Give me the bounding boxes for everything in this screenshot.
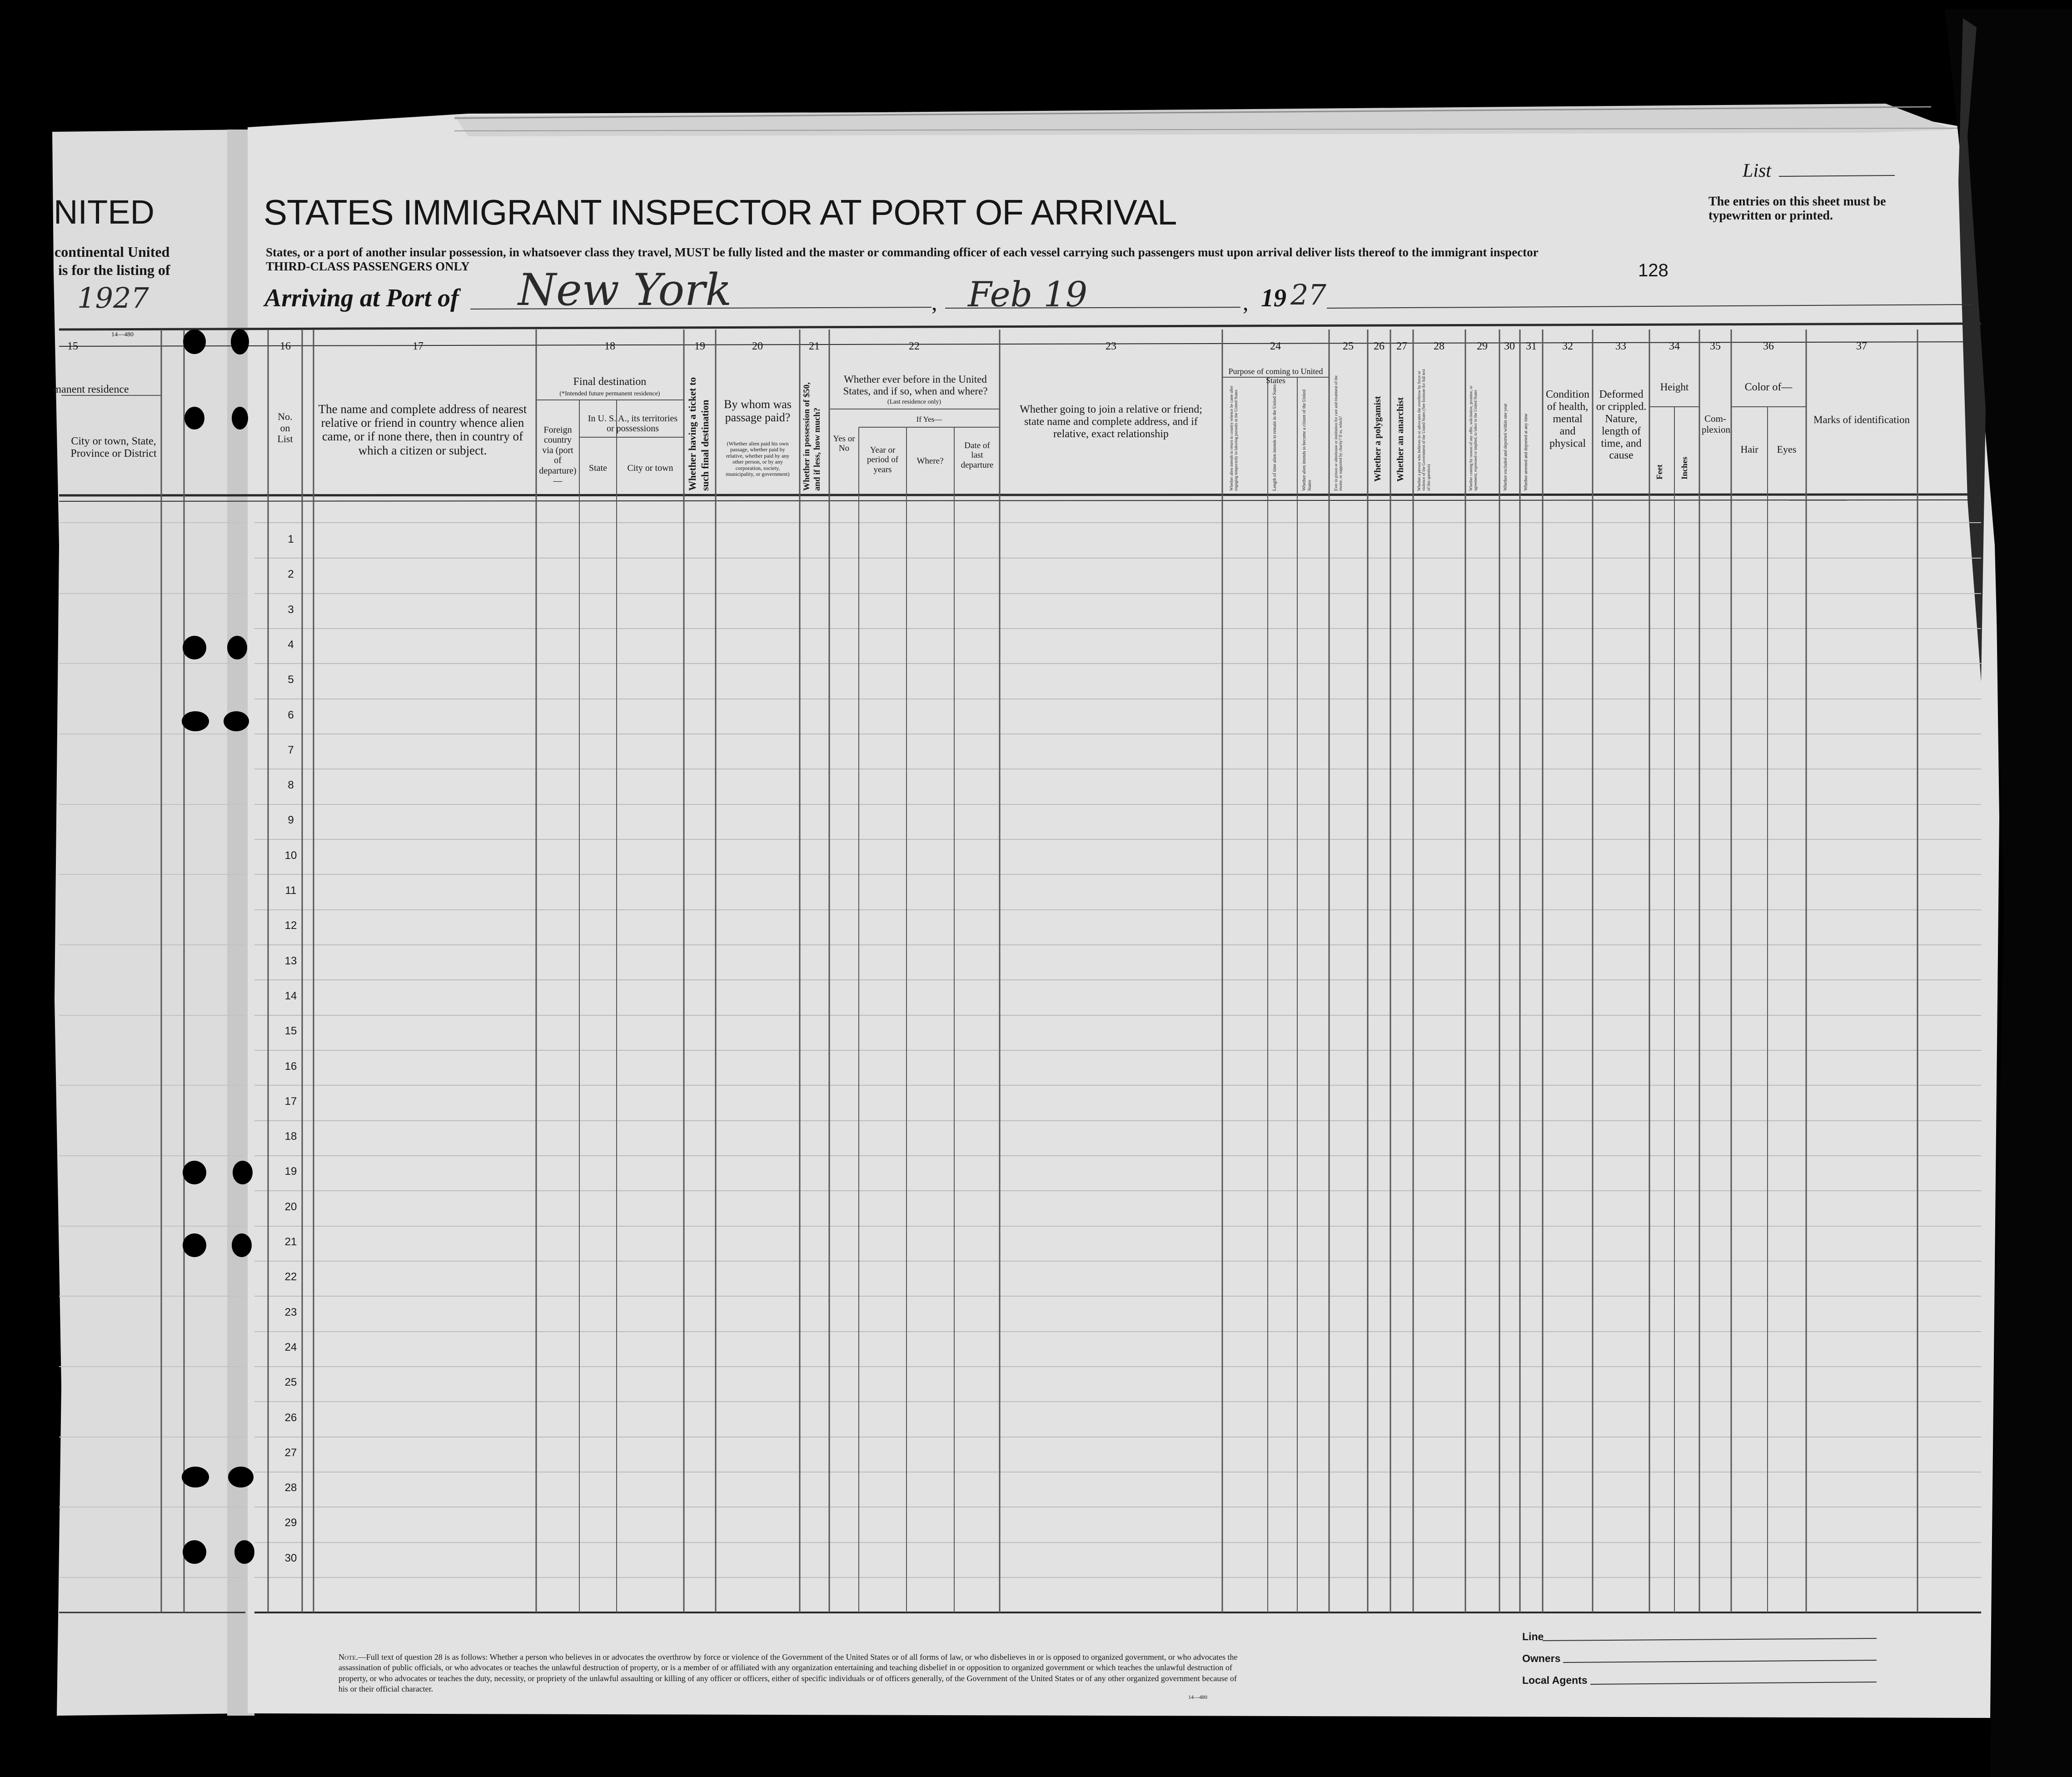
left-form-small: 14—480	[111, 331, 134, 338]
row-number: 21	[284, 1236, 297, 1248]
comma-2: ,	[1243, 290, 1249, 315]
col19-number: 19	[694, 340, 705, 352]
col18-sub-foreign: Foreign country via (port of departure)—	[539, 425, 577, 486]
left-line2-fragment: is for the listing of	[58, 262, 170, 278]
col20-number: 20	[752, 340, 763, 352]
col31-number: 31	[1526, 340, 1537, 352]
col24-sub-a: Whether alien intends to return to country whence he came after engaging temporarily in laboring pursuits in the United States	[1229, 385, 1239, 491]
col22-sub-where: Where?	[916, 456, 944, 466]
row-number: 9	[288, 814, 294, 827]
col34-number: 34	[1669, 340, 1680, 352]
col18-number: 18	[604, 340, 615, 352]
row-number: 18	[284, 1130, 297, 1143]
row-number: 17	[284, 1095, 297, 1108]
col22-note: (Last residence only)	[887, 399, 941, 405]
date-value[interactable]: Feb 19	[968, 274, 1088, 314]
col33-number: 33	[1615, 340, 1626, 352]
col20-header: By whom was passage paid?	[724, 398, 792, 424]
col17-header: The name and complete address of nearest relative or friend in country whence alien came, or if none there, then in country of which a citizen or subject.	[318, 402, 527, 457]
col24-header: Purpose of coming to United States	[1228, 367, 1323, 385]
col22-number: 22	[909, 340, 920, 352]
row-number: 2	[288, 568, 294, 581]
footer-form-number: 14—480	[1188, 1694, 1207, 1700]
row-number: 22	[284, 1271, 297, 1283]
arriving-label: Arriving at Port of	[264, 284, 459, 312]
row-number: 23	[284, 1306, 297, 1318]
col37-number: 37	[1856, 340, 1867, 352]
col22-header: Whether ever before in the United States, and if so, when and where?	[843, 374, 988, 397]
row-number: 12	[284, 919, 297, 932]
footer-note	[339, 1652, 1247, 1695]
list-label: List	[1743, 160, 1772, 181]
right-page-paper	[248, 109, 1999, 1718]
col26-header: Whether a polygamist	[1373, 396, 1383, 482]
footer-owners-label: Owners	[1522, 1652, 1561, 1664]
col35-number: 35	[1710, 340, 1721, 352]
row-number: 29	[284, 1517, 297, 1529]
footer-note-label: Note.	[339, 1652, 358, 1662]
left-line1-fragment: continental United	[55, 244, 170, 260]
row-number: 27	[284, 1446, 297, 1459]
row-number: 24	[284, 1341, 297, 1353]
row-number: 15	[284, 1025, 297, 1038]
row-number: 7	[288, 744, 294, 756]
row-number: 11	[285, 884, 297, 897]
row-number: 13	[284, 954, 297, 967]
port-value[interactable]: New York	[518, 265, 732, 315]
col24-number: 24	[1270, 340, 1281, 352]
col31-header: Whether arrested and deported at any time	[1524, 414, 1529, 491]
col22-if-yes: If Yes—	[916, 415, 942, 424]
col18-header: Final destination	[573, 376, 647, 388]
footer-line-label: Line	[1522, 1631, 1544, 1642]
col16-number: 16	[280, 340, 291, 352]
col21-number: 21	[809, 340, 820, 352]
col34-sub-feet: Feet	[1655, 464, 1664, 479]
footer-note-text: —Full text of question 28 is as follows: Whether a person who believes in or advocates the overthrow by force or violence of the Government of the United States or of all forms of law, or who disbelieves in or is opposed to organized government, or who advocates the assassination of public officials, or who advocates or teaches the unlawful destruction of property, or is a member of or affiliated with any organization entertaining and teaching disbelief in or opposition to organized government or which teaches the unlawful destruction of property, or who advocates or teaches the duty, necessity, or propriety of the unlawful assaulting or killing of any officer or officers, either of specific individuals or of officers generally, of the Government of the United States or of any other organized government because of his or their official character.	[339, 1652, 1238, 1694]
col37-header: Marks of identification	[1813, 414, 1910, 425]
col18-sub-city: City or town	[627, 463, 673, 473]
col32-number: 32	[1562, 340, 1573, 352]
row-number: 8	[288, 779, 294, 792]
col25-header: Ever in prison or almshouse or institution for care and treatment of the insane, or supported by charity? If so, which?	[1334, 375, 1343, 491]
col36-header: Color of—	[1744, 381, 1793, 393]
row-number: 4	[288, 638, 294, 651]
col23-number: 23	[1106, 340, 1116, 352]
form-title: STATES IMMIGRANT INSPECTOR AT PORT OF ARRIVAL	[264, 192, 1177, 232]
left-page-paper	[52, 130, 248, 1716]
col15-header-sub: City or town, State, Province or District	[70, 435, 157, 459]
col19-header: Whether having a ticket to such final destination	[687, 377, 711, 491]
row-number: 1	[288, 533, 294, 545]
col16-header: No. on List	[277, 411, 293, 445]
col22-sub-year: Year or period of years	[867, 445, 899, 474]
col20-note: (Whether alien paid his own passage, whether paid by relative, whether paid by any other person, or by any corporation, society, municipality, or government)	[726, 440, 790, 478]
row-number: 10	[284, 849, 297, 862]
row-number: 28	[284, 1482, 297, 1494]
col30-header: Whether excluded and deported within one year	[1503, 403, 1508, 491]
col34-header: Height	[1660, 381, 1689, 393]
row-number: 26	[284, 1411, 297, 1424]
sheet-instructions: The entries on this sheet must be typewritten or printed.	[1708, 195, 1886, 223]
sheet-number: 128	[1638, 260, 1669, 280]
col34-sub-inches: Inches	[1680, 456, 1689, 479]
col15-header-top: manent residence	[53, 384, 129, 395]
col29-number: 29	[1477, 340, 1488, 352]
footer-agents-label: Local Agents	[1522, 1674, 1588, 1686]
col24-sub-c: Whether alien intends to become a citizen of the United States	[1302, 389, 1312, 491]
comma-1: ,	[931, 290, 937, 315]
col27-number: 27	[1396, 340, 1407, 352]
col17-number: 17	[413, 340, 423, 352]
col18-sub-usa: In U. S. A., its territories or possessions	[588, 414, 678, 434]
col33-header: Deformed or crippled. Nature, length of time, and cause	[1596, 389, 1647, 462]
col36-sub-hair: Hair	[1740, 444, 1758, 455]
col22-sub-date: Date of last departure	[961, 441, 994, 470]
form-subtitle: States, or a port of another insular possession, in whatsoever class they travel, MUST be fully listed and the master or commanding officer of each vessel carrying such passengers must upon arrival deliver lists thereof to the immigrant inspector	[266, 245, 1539, 259]
row-number: 30	[284, 1552, 297, 1564]
col26-number: 26	[1374, 340, 1385, 352]
col28-header: Whether a person who believes in or advocates the overthrow by force or violence of the Government of the United States (See footnote for full text of this question)	[1417, 369, 1431, 491]
row-number: 16	[284, 1060, 297, 1073]
row-number: 14	[284, 989, 297, 1002]
row-number: 3	[288, 603, 294, 616]
col24-sub-b: Length of time alien intends to remain in the United States	[1272, 384, 1277, 491]
left-title-fragment: NITED	[54, 193, 154, 231]
col36-sub-eyes: Eyes	[1777, 444, 1797, 455]
col30-number: 30	[1504, 340, 1515, 352]
row-number: 6	[288, 709, 294, 721]
col18-note: (*Intended future permanent residence)	[559, 390, 660, 397]
col28-number: 28	[1434, 340, 1444, 352]
row-number: 25	[284, 1376, 297, 1389]
col18-sub-state: State	[589, 463, 607, 473]
year-printed: 19	[1261, 284, 1286, 312]
col22-sub-yes-no: Yes or No	[833, 434, 855, 454]
col36-number: 36	[1763, 340, 1774, 352]
col32-header: Condition of health, mental and physical	[1545, 389, 1589, 449]
row-number: 20	[284, 1200, 297, 1213]
class-line: THIRD-CLASS PASSENGERS ONLY	[266, 260, 470, 273]
col15-number: 15	[67, 340, 78, 352]
col23-header: Whether going to join a relative or friend; state name and complete address, and if relative, exact relationship	[1020, 404, 1202, 440]
row-number: 19	[284, 1165, 297, 1178]
col25-number: 25	[1343, 340, 1354, 352]
col27-header: Whether an anarchist	[1395, 397, 1405, 482]
col35-header: Com- plexion	[1702, 413, 1730, 435]
left-year-fragment: 1927	[77, 281, 149, 314]
col21-header: Whether in possession of $50, and if less, how much?	[802, 382, 822, 491]
row-number: 5	[288, 674, 294, 686]
col29-header: Whether coming by reason of any offer, solicitation, promise, or agreement, expressed or implied, to labor in the United States	[1469, 385, 1478, 491]
year-handwritten[interactable]: 27	[1290, 278, 1326, 311]
